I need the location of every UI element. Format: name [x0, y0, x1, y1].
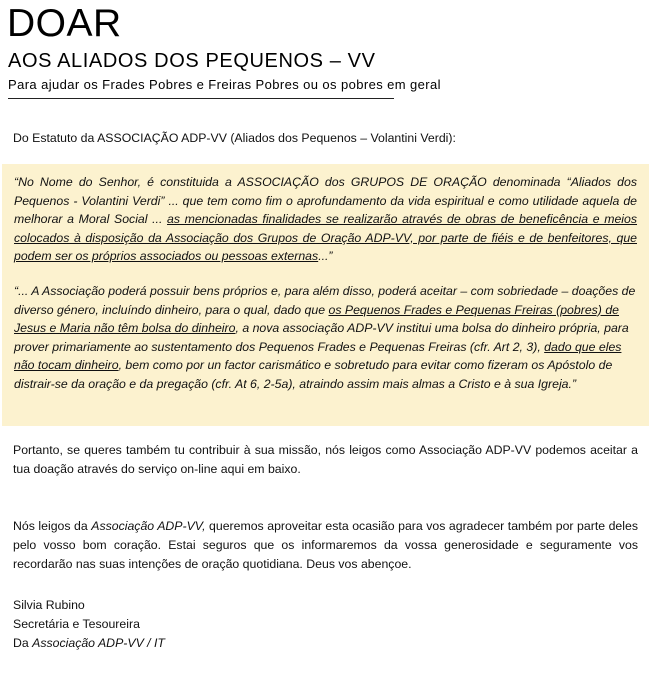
page-title: DOAR [7, 2, 122, 45]
statute-quote-box [2, 164, 649, 426]
thanks-paragraph [13, 517, 638, 574]
signature-block [13, 596, 165, 653]
signature-org-line [13, 634, 165, 653]
signature-name: Silvia Rubino [13, 598, 85, 612]
thanks-text-b: queremos aproveitar esta ocasião para vos agradecer também por parte deles pelo vosso bom coração. Estai seguros que os informaremos da vossa generosidade e seguramente vos recordarão nas suas intenções de oração quotidiana. Deus vos abençoe. [13, 519, 638, 571]
signature-org: Associação ADP-VV / IT [32, 636, 165, 650]
quote2-underlined-2: dado que eles não tocam dinheiro [14, 339, 622, 372]
intro-text: Do Estatuto da ASSOCIAÇÃO ADP-VV (Aliados dos Pequenos – Volantini Verdi): [13, 131, 456, 145]
thanks-text-a: Nós leigos da [13, 519, 92, 533]
statute-quote-2 [14, 282, 637, 393]
title-underline-rule [8, 98, 394, 99]
page-tagline: Para ajudar os Frades Pobres e Freiras Pobres ou os pobres em geral [8, 77, 441, 92]
signature-org-prefix: Da [13, 636, 33, 650]
quote1-text-a: “No Nome do Senhor, é constituida a ASSOCIAÇÃO dos GRUPOS DE ORAÇÃO denominada “Aliados dos Pequenos - Volantini Verdi” ... que tem como fim o aprofundamento da vida espiritual e como utilidade aquela de melhorar a Moral Social ... [14, 175, 637, 226]
quote2-underlined-1: os Pequenos Frades e Pequenas Freiras (pobres) de Jesus e Maria não têm bolsa do dinheiro [14, 302, 619, 335]
quote2-text-a: “... A Associação poderá possuir bens próprios e, para além disso, poderá aceitar – com sobriedade – doações de diverso género, incluíndo dinheiro, para o qual, dado que [14, 284, 636, 317]
quote1-text-b: ...” [318, 249, 333, 263]
statute-quote-1 [14, 173, 637, 266]
signature-role: Secretária e Tesoureira [13, 617, 140, 631]
thanks-association-name: Associação ADP-VV, [91, 519, 206, 533]
contribution-paragraph: Portanto, se queres também tu contribuir à sua missão, nós leigos como Associação ADP-VV podemos aceitar a tua doação através do serviço on-line aqui em baixo. [13, 443, 638, 476]
quote2-text-c: , bem como por un factor carismático e sobretudo para evitar como fizeram os Apóstolo de distrair-se da oração e da pregação (cfr. At 6, 2-5a), atraindo assim mais almas a Cristo e à sua Igreja.” [14, 358, 613, 391]
quote2-text-b: , a nova associação ADP-VV institui uma bolsa do dinheiro própria, para prover primariamente ao sustentamento dos Pequenos Frades e Pequenas Freiras (cfr. Art 2, 3), [14, 321, 629, 354]
page-subtitle: AOS ALIADOS DOS PEQUENOS – VV [8, 50, 376, 72]
quote1-underlined: as mencionadas finalidades se realizarão através de obras de beneficência e meios colocados à disposição da Associação dos Grupos de Oração ADP-VV, por parte de fiéis e de benfeitores, que podem ser os próprios associados ou pessoas externas [14, 212, 638, 263]
